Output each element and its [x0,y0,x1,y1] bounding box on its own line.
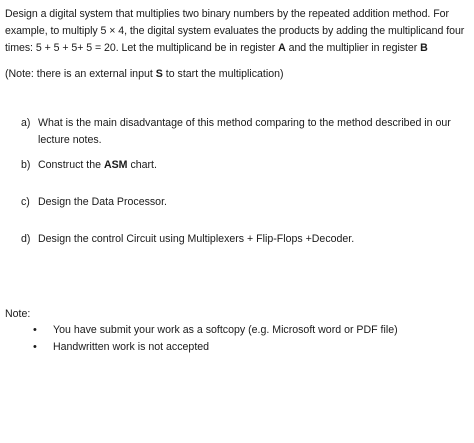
list-item [33,339,398,356]
question-text: Design the control Circuit using Multiplexers + Flip-Flops +Decoder. [38,233,355,245]
question-c [21,194,461,211]
question-text: What is the main disadvantage of this method comparing to the method described in our lecture notes. [38,117,451,146]
question-letter: d) [21,233,31,245]
problem-statement-text-2: and the multiplier in register [285,42,421,54]
question-a [21,115,461,149]
list-item-text: Handwritten work is not accepted [53,341,210,353]
note-prefix: (Note: there is an external input [5,68,156,80]
external-input-note [5,66,470,83]
register-a-label: A [278,42,286,54]
bullet-icon: • [33,341,37,353]
asm-label: ASM [103,159,128,171]
question-text-suffix: chart. [127,159,157,171]
bullet-icon: • [33,324,37,336]
note-suffix: to start the multiplication) [162,68,284,80]
question-b [21,157,461,174]
question-letter: c) [21,196,30,208]
question-letter: a) [21,117,31,129]
register-b-label: B [420,42,428,54]
note-heading: Note: [5,308,31,320]
list-item [33,322,398,339]
question-text [38,157,461,174]
question-d [21,231,461,248]
problem-statement-text: Design a digital system that multiplies two binary numbers by the repeated addition method. For example, to multiply 5 × 4, the digital system evaluates the products by adding the multiplicand four times: 5 + 5 + 5+ 5 = 20. Let the multiplicand be in register [5,8,465,54]
question-text: Design the Data Processor. [38,196,167,208]
question-text-prefix: Construct the [38,159,104,171]
problem-statement [5,6,470,57]
input-s-label: S [155,68,163,80]
list-item-text: You have submit your work as a softcopy (e.g. Microsoft word or PDF file) [53,324,398,336]
question-letter: b) [21,159,31,171]
note-list [33,322,398,356]
